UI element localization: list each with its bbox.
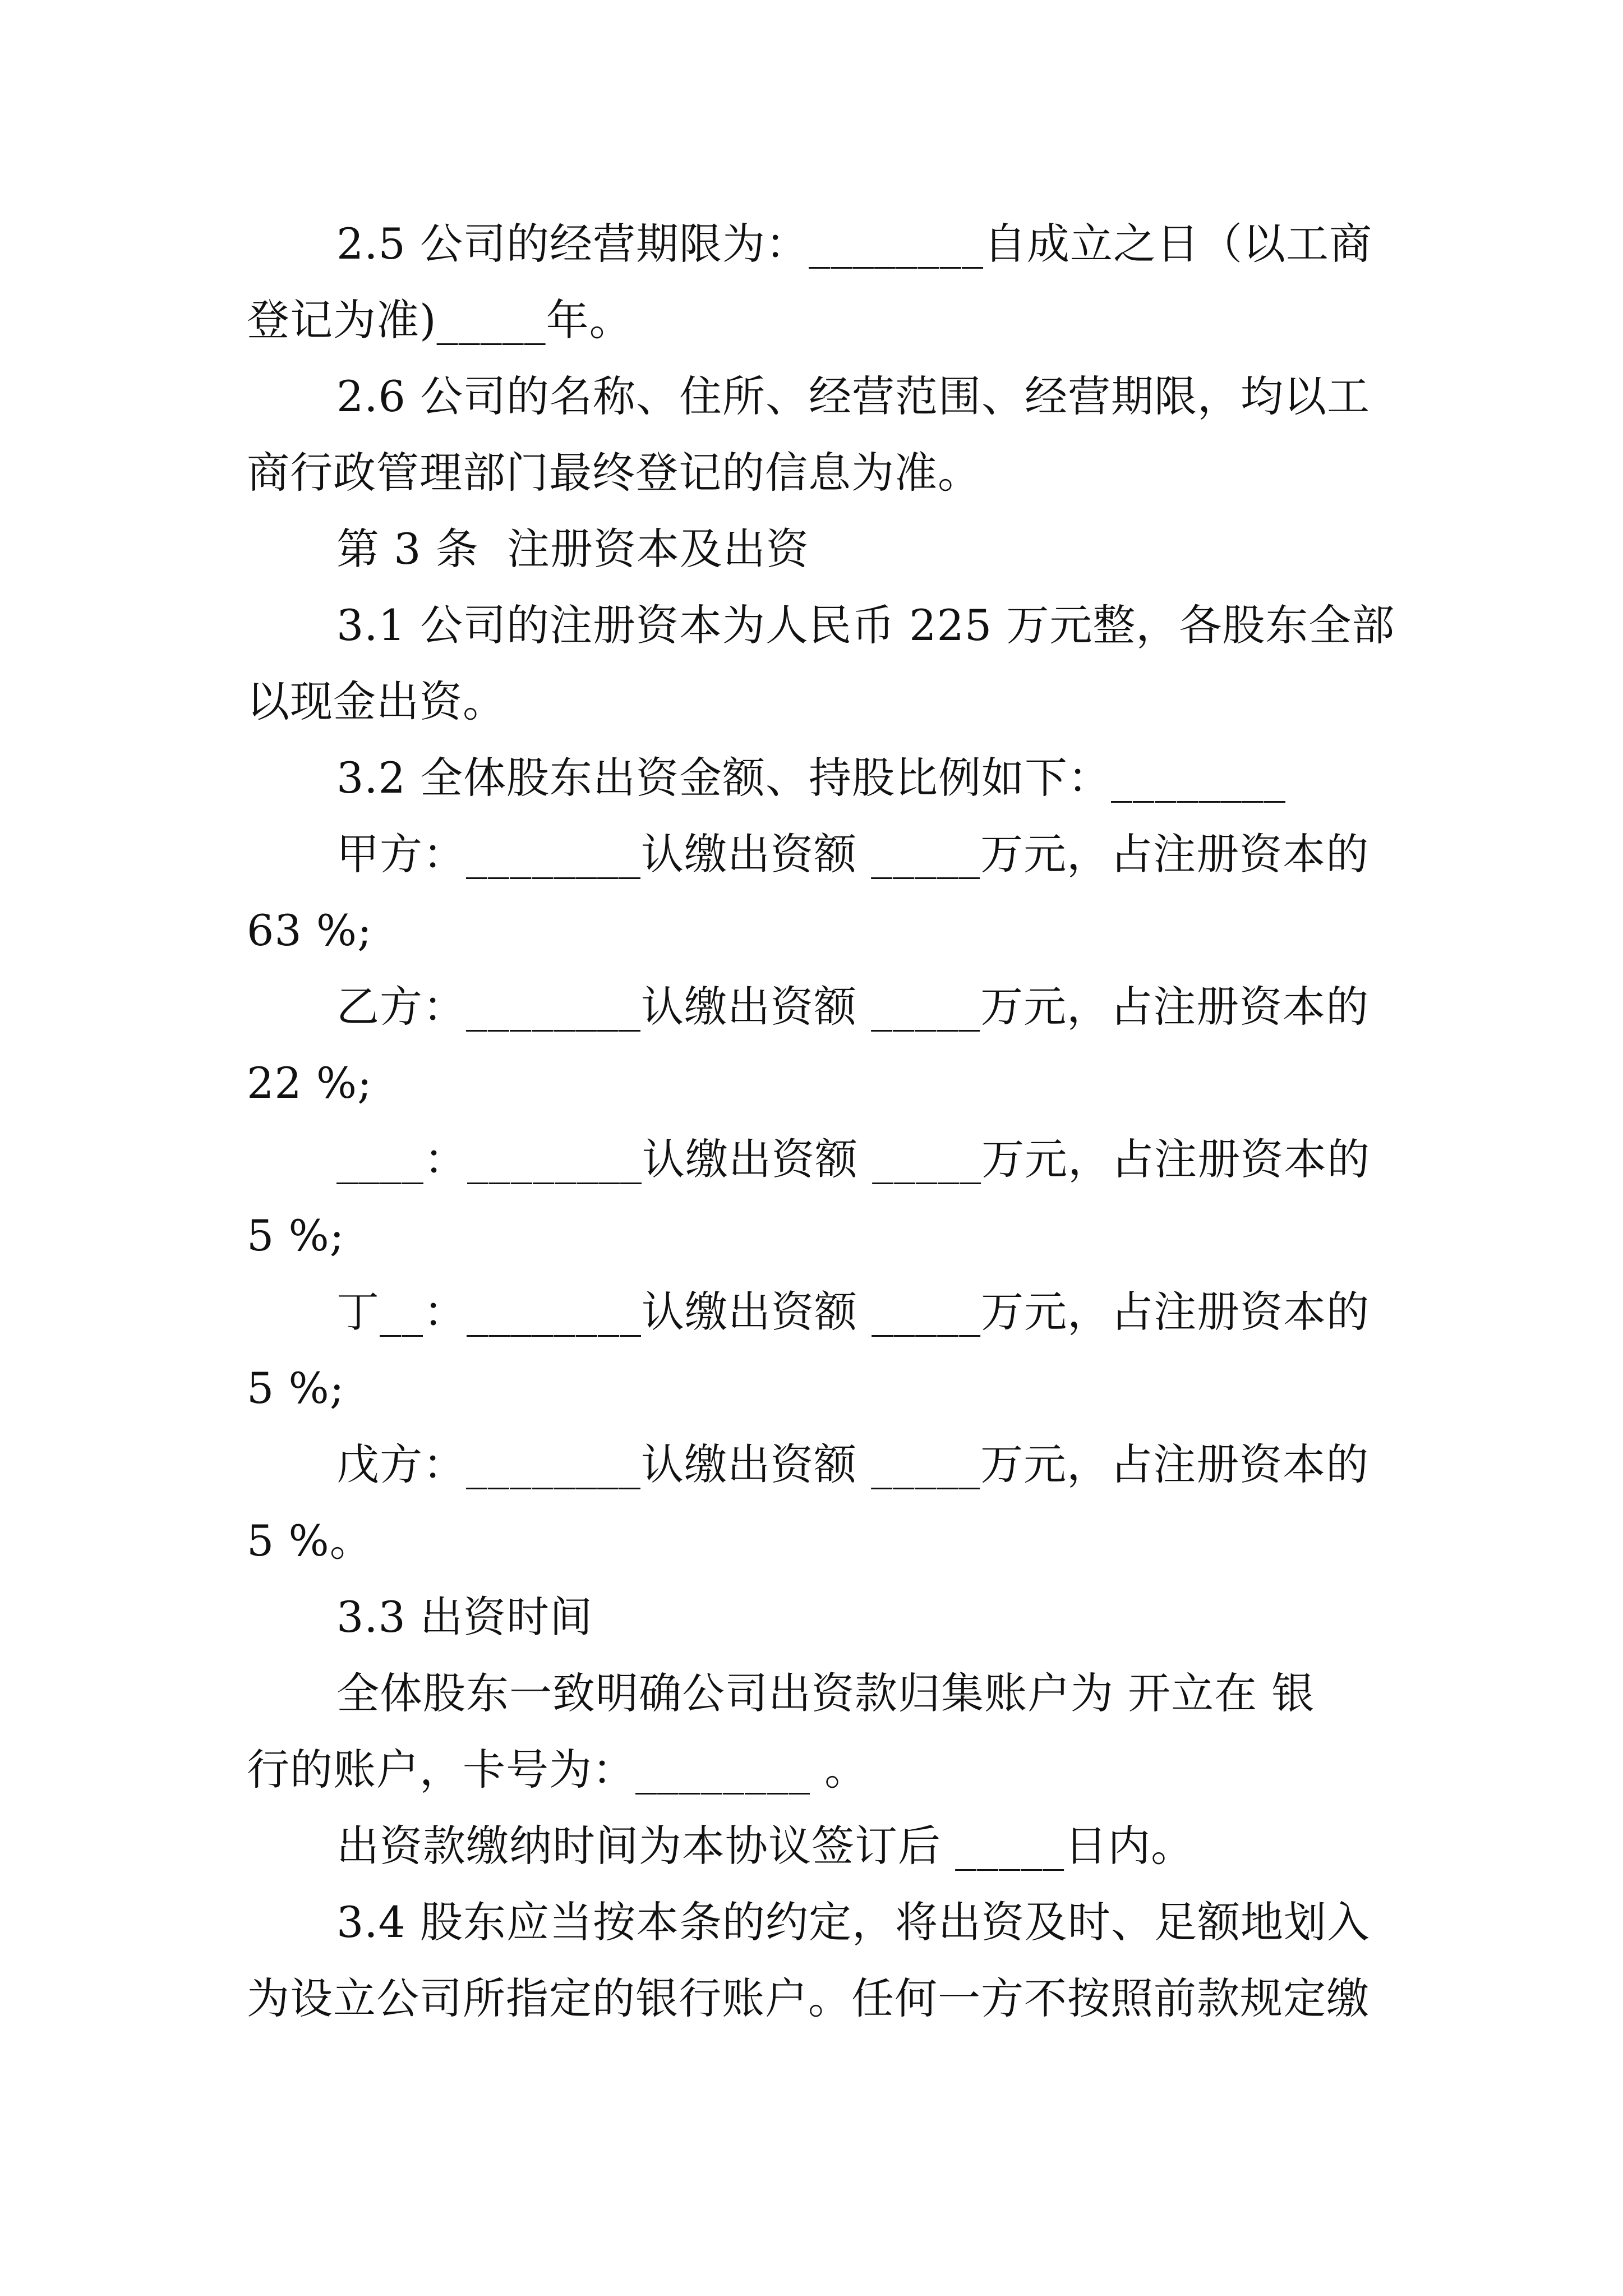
text-line: 商行政管理部门最终登记的信息为准。 — [247, 448, 981, 498]
section-heading: 3.3 出资时间 — [336, 1592, 593, 1642]
text-line: 63 %; — [247, 905, 372, 955]
text-line: 出资款缴纳时间为本协议签订后 _____日内。 — [336, 1821, 1195, 1871]
text-line: ____：________认缴出资额 _____万元，占注册资本的 — [336, 1134, 1371, 1184]
text-line: 2.5 公司的经营期限为：________自成立之日（以工商 — [336, 219, 1373, 269]
text-line: 5 %; — [247, 1211, 345, 1260]
text-line: 登记为准)_____年。 — [247, 295, 633, 345]
text-line: 3.4 股东应当按本条的约定，将出资及时、足额地划入 — [336, 1897, 1371, 1947]
text-line: 5 %。 — [247, 1516, 373, 1566]
text-line: 行的账户，卡号为：________ 。 — [247, 1745, 868, 1795]
text-line: 22 %; — [247, 1058, 372, 1108]
text-line: 以现金出资。 — [247, 677, 506, 726]
text-line: 3.2 全体股东出资金额、持股比例如下：________ — [336, 753, 1287, 803]
text-line: 丁__：________认缴出资额 _____万元，占注册资本的 — [336, 1287, 1370, 1337]
text-line: 3.1 公司的注册资本为人民币 225 万元整，各股东全部 — [336, 600, 1395, 650]
text-line: 甲方：________认缴出资额 _____万元，占注册资本的 — [336, 829, 1370, 879]
text-line: 全体股东一致明确公司出资款归集账户为 开立在 银 — [336, 1668, 1315, 1718]
text-line: 为设立公司所指定的银行账户。任何一方不按照前款规定缴 — [247, 1973, 1370, 2023]
text-line: 2.6 公司的名称、住所、经营范围、经营期限，均以工 — [336, 371, 1371, 421]
section-heading: 第 3 条 注册资本及出资 — [336, 524, 809, 574]
text-line: 戊方：________认缴出资额 _____万元，占注册资本的 — [336, 1439, 1370, 1489]
text-line: 5 %; — [247, 1363, 345, 1413]
text-line: 乙方：________认缴出资额 _____万元，占注册资本的 — [336, 982, 1370, 1032]
